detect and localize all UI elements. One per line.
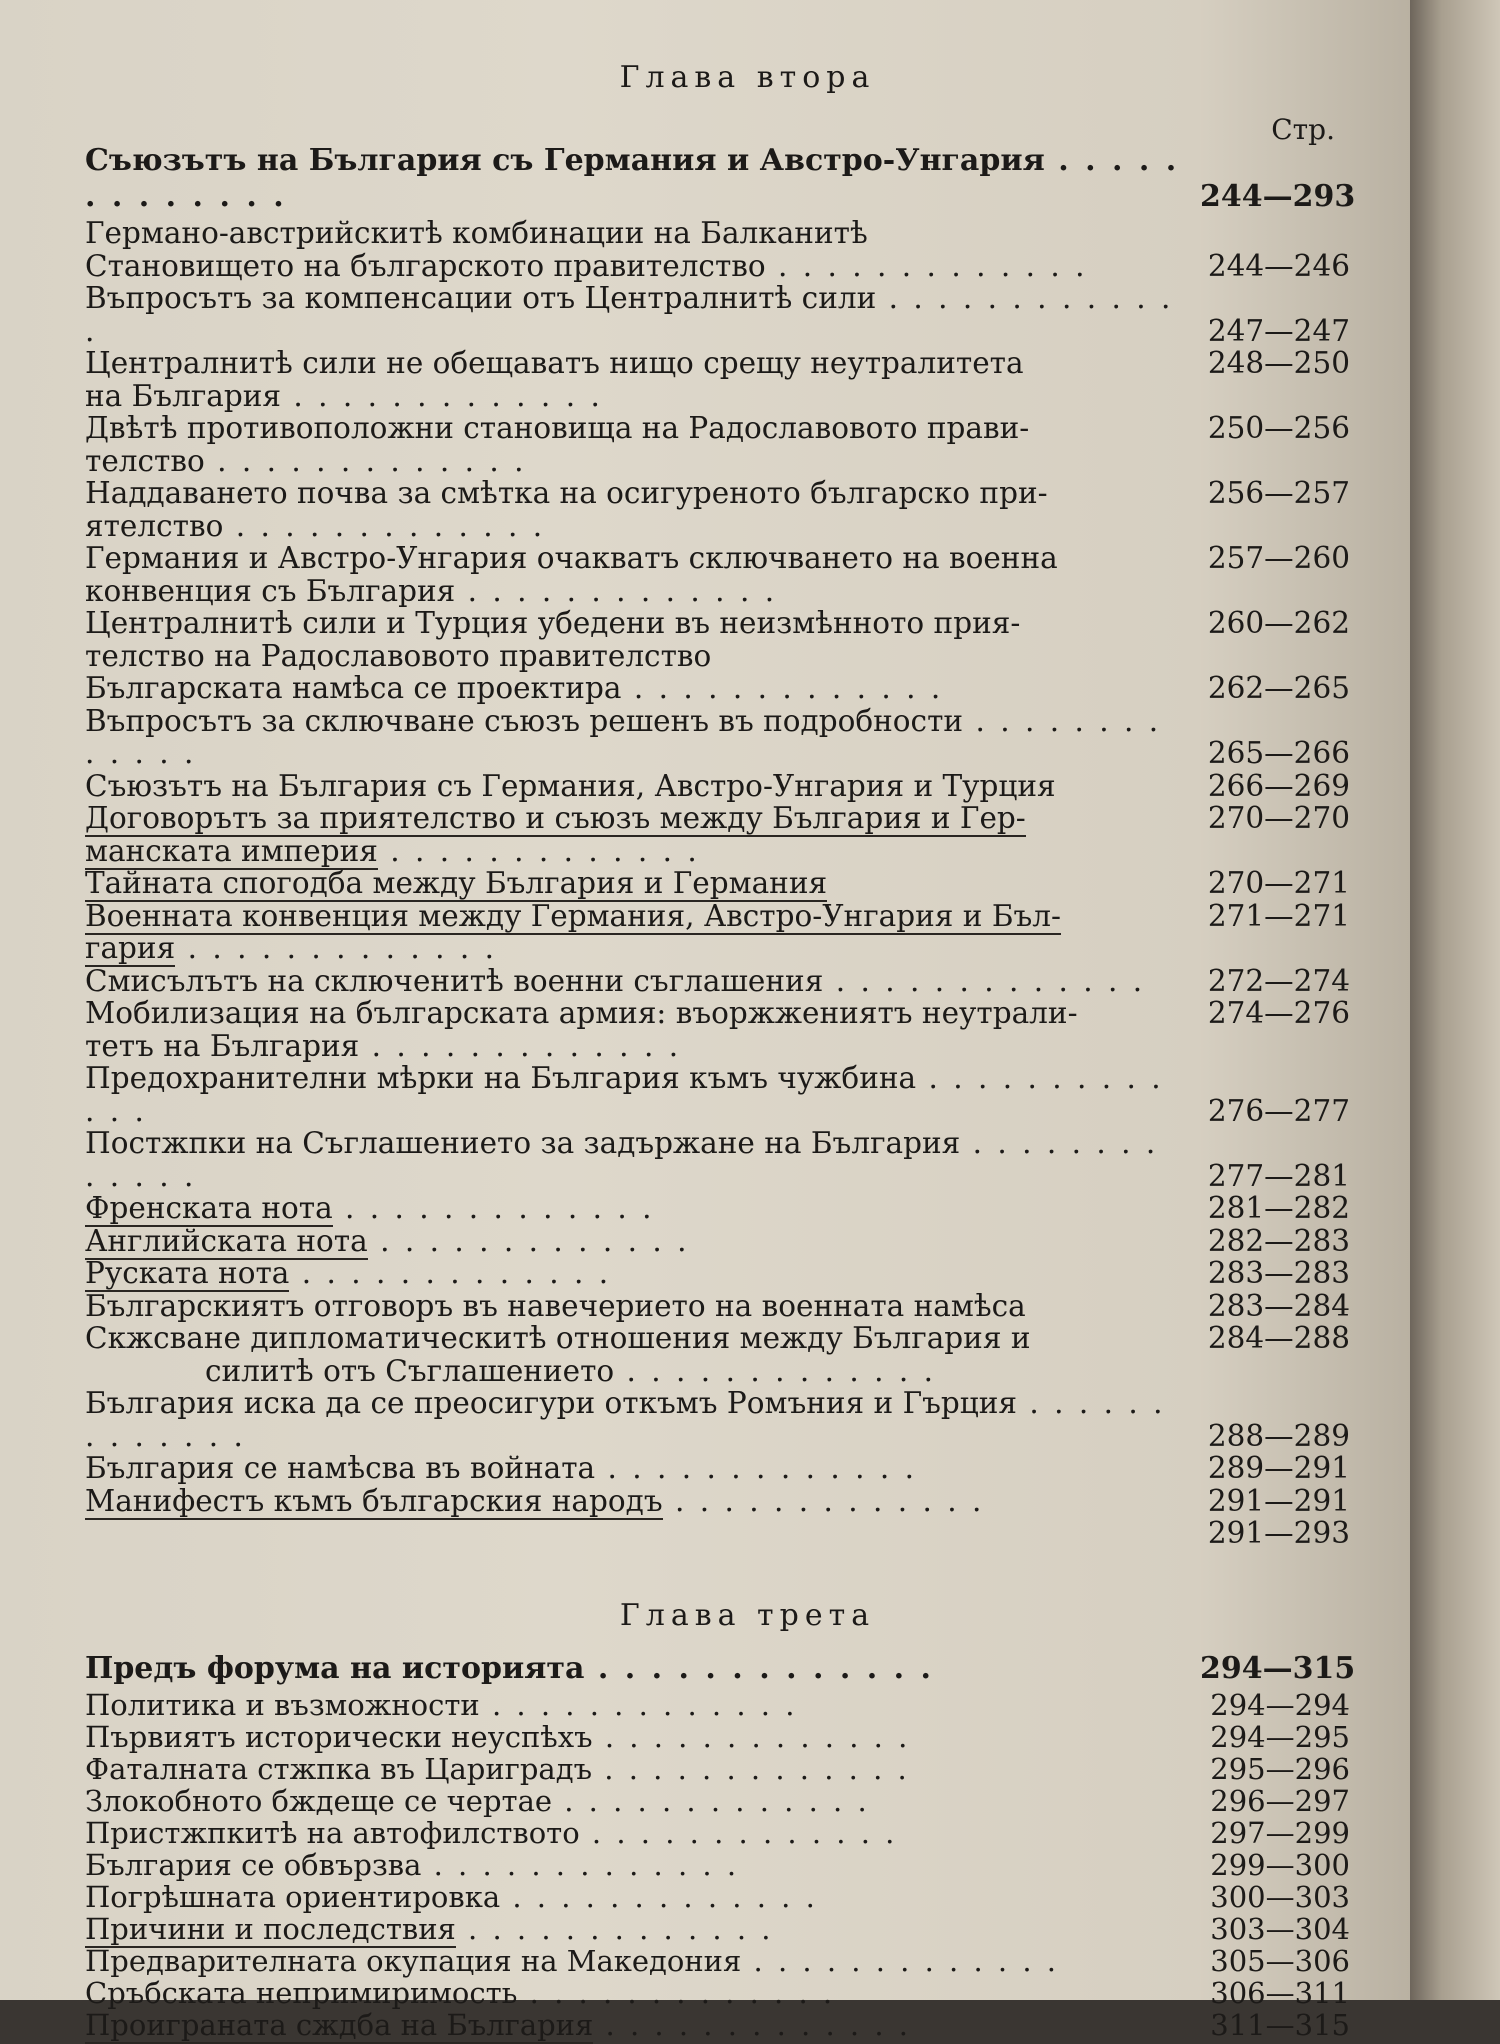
toc-entry [85, 1355, 1350, 1388]
toc-entry [85, 1225, 1350, 1258]
entry-pages: 297—299 [1210, 1815, 1350, 1850]
table-of-contents [85, 60, 1356, 2042]
toc-entry [85, 835, 1350, 868]
entry-title: Въпросътъ за сключване съюзъ решенъ въ подробности . . [85, 705, 1200, 770]
entry-title: Германо-австрийскитѣ комбинации на Балканитѣ [85, 216, 868, 250]
entry-title: ятелство . . [85, 510, 1200, 543]
toc-entry [85, 250, 1350, 283]
toc-entry [85, 2009, 1350, 2041]
toc-entry [85, 672, 1350, 705]
entry-pages: 272—274 [1207, 963, 1350, 998]
entry-title: Манифестъ къмъ българския народъ . . [85, 1485, 1200, 1518]
entry-pages: 311—315 [1210, 2007, 1350, 2042]
entry-pages: 281—282 [1207, 1191, 1350, 1225]
entry-title: конвенция съ България . . [85, 575, 1200, 608]
toc-entry [85, 380, 1350, 413]
toc-entry [85, 867, 1350, 900]
chapter-2-title: Глава втора [619, 60, 876, 95]
toc-entry [85, 1030, 1350, 1063]
entry-title: Първиятъ исторически неуспѣхъ . . [85, 1721, 1200, 1753]
entry-title: Съюзътъ на България съ Германия, Австро-Унгария и Турция [85, 768, 1056, 803]
toc-entry [85, 1485, 1350, 1518]
entry-pages: 257—260 [1207, 541, 1350, 575]
entry-pages: 296—297 [1210, 1783, 1350, 1818]
toc-entry [85, 1290, 1350, 1323]
entry-pages: 270—270 [1207, 801, 1350, 835]
chapter-3-section [85, 1650, 1356, 1687]
entry-pages: 291—293 [1207, 1516, 1350, 1550]
toc-entry [85, 1452, 1350, 1485]
entry-title: Руската нота . . [85, 1257, 1200, 1290]
entry-title: Наддаването почва за смѣтка на осигуреното българско при- [85, 476, 1048, 510]
entry-title: тетъ на България . . [85, 1030, 1200, 1063]
entry-title: Проиграната сждба на България . . [85, 2009, 1200, 2041]
toc-entry [85, 1945, 1350, 1977]
page-column-label: Стр. [1271, 113, 1335, 146]
toc-entry [85, 1881, 1350, 1913]
toc-entry [85, 1387, 1350, 1452]
entry-title: Централнитѣ сили не обещаватъ нищо срещу неутралитета [85, 346, 1024, 380]
entry-pages: 291—291 [1207, 1483, 1350, 1518]
entry-pages: 299—300 [1210, 1847, 1350, 1882]
entry-pages: 294—294 [1210, 1687, 1350, 1722]
section-title: Съюзътъ на България съ Германия и Австро-Унгария . . [85, 143, 1200, 215]
toc-entry [85, 575, 1350, 608]
toc-entry [85, 607, 1350, 640]
entry-title: Погрѣшната ориентировка . . [85, 1881, 1200, 1913]
entry-title: Фаталната стжпка въ Цариградъ . . [85, 1753, 1200, 1785]
entry-title: Скжсване дипломатическитѣ отношения между България и [85, 1321, 1031, 1355]
toc-entry [85, 1257, 1350, 1290]
entry-pages: 303—304 [1210, 1911, 1350, 1946]
entry-pages: 250—256 [1207, 411, 1350, 445]
toc-entry [85, 705, 1350, 770]
entry-pages: 295—296 [1210, 1751, 1350, 1786]
entry-pages: 270—271 [1207, 866, 1350, 900]
entry-title: България иска да се преосигури откъмъ Ромъния и Гърция . . [85, 1387, 1200, 1452]
entry-pages: 247—247 [1207, 313, 1350, 348]
entry-pages: 283—283 [1207, 1256, 1350, 1290]
entry-pages: 256—257 [1207, 476, 1350, 510]
entry-title: Причини и последствия . . [85, 1913, 1200, 1945]
toc-entry [85, 1127, 1350, 1192]
entry-title: Мобилизация на българската армия: въоржжениятъ неутрали- [85, 996, 1078, 1030]
toc-entry [85, 1517, 1350, 1550]
entry-pages: 282—283 [1207, 1223, 1350, 1258]
toc-entry [85, 770, 1350, 803]
entry-pages: 288—289 [1207, 1418, 1350, 1453]
toc-entry [85, 282, 1350, 347]
entry-pages: 289—291 [1207, 1451, 1350, 1485]
entry-pages: 277—281 [1207, 1158, 1350, 1193]
entry-title: Германия и Австро-Унгария очакватъ сключването на военна [85, 541, 1058, 575]
entry-pages: 248—250 [1207, 346, 1350, 380]
toc-entry [85, 1753, 1350, 1785]
toc-entry [85, 477, 1350, 510]
entry-pages: 283—284 [1207, 1288, 1350, 1323]
entry-pages: 300—303 [1210, 1879, 1350, 1914]
toc-entry [85, 640, 1350, 673]
chapter-3-title: Глава трета [619, 1597, 876, 1633]
chapter-2-section [85, 143, 1356, 215]
entry-title: Английската нота . . [85, 1225, 1200, 1258]
entry-title: България се обвързва . . [85, 1849, 1200, 1881]
toc-entry [85, 900, 1350, 933]
entry-title: Военната конвенция между Германия, Австро-Унгария и Бъл- [85, 898, 1061, 933]
entry-title: Въпросътъ за компенсации отъ Централнитѣ сили . . [85, 282, 1200, 347]
entry-pages: 306—311 [1210, 1975, 1350, 2010]
entry-pages: 244—246 [1207, 248, 1350, 283]
toc-entry [85, 997, 1350, 1030]
book-spine-edge [1410, 0, 1500, 2000]
entry-pages: 262—265 [1207, 671, 1350, 705]
toc-entry [85, 412, 1350, 445]
entry-title: силитѣ отъ Съглашението . . [85, 1355, 1200, 1388]
toc-entry [85, 1913, 1350, 1945]
entry-title: Двѣтѣ противоположни становища на Радославовото прави- [85, 411, 1030, 445]
toc-entry [85, 510, 1350, 543]
entry-pages: 305—306 [1210, 1943, 1350, 1978]
toc-entry [85, 217, 1350, 250]
entry-pages: 266—269 [1207, 768, 1350, 803]
toc-entry [85, 1689, 1350, 1721]
entry-title: Постжпки на Съглашението за задържане на България . . [85, 1127, 1200, 1192]
entry-title: гария . . [85, 932, 1200, 965]
entry-title: Злокобното бждеще се чертае . . [85, 1785, 1200, 1817]
chapter-2-entries [85, 217, 1350, 1550]
chapter-3-entries [85, 1689, 1350, 2041]
entry-title: България се намѣсва въ войната . . [85, 1452, 1200, 1485]
entry-title: Договорътъ за приятелство и съюзъ между България и Гер- [85, 801, 1026, 835]
toc-entry [85, 542, 1350, 575]
toc-entry [85, 1721, 1350, 1753]
entry-title: Българскиятъ отговоръ въ навечерието на военната намѣса [85, 1288, 1026, 1323]
entry-title: Сръбската непримиримость . . [85, 1977, 1200, 2009]
entry-title: Политика и възможности . . [85, 1689, 1200, 1721]
entry-pages: 260—262 [1207, 606, 1350, 640]
entry-title: Българската намѣса се проектира . . [85, 672, 1200, 705]
entry-pages: 274—276 [1207, 996, 1350, 1030]
section-pages: 294—315 [1200, 1650, 1356, 1686]
entry-title: Централнитѣ сили и Турция убедени въ неизмѣнното прия- [85, 606, 1021, 640]
toc-entry [85, 1062, 1350, 1127]
entry-title: манската империя . . [85, 835, 1200, 868]
entry-pages: 284—288 [1207, 1321, 1350, 1355]
entry-title: Предохранителни мѣрки на България къмъ чужбина . . [85, 1062, 1200, 1127]
toc-entry [85, 965, 1350, 998]
toc-entry [85, 802, 1350, 835]
toc-entry [85, 1785, 1350, 1817]
toc-entry [85, 1192, 1350, 1225]
entry-title: на България . . [85, 380, 1200, 413]
entry-title: Френската нота . . [85, 1192, 1200, 1225]
toc-entry [85, 1977, 1350, 2009]
entry-pages: 294—295 [1210, 1719, 1350, 1754]
entry-title: Становището на българското правителство . . [85, 250, 1200, 283]
entry-pages: 276—277 [1207, 1093, 1350, 1128]
toc-entry [85, 932, 1350, 965]
section-title: Предъ форума на историята . . [85, 1651, 1200, 1687]
entry-title: Тайната спогодба между България и Германия [85, 866, 828, 900]
entry-title: телство . . [85, 445, 1200, 478]
entry-pages: 271—271 [1207, 898, 1350, 933]
toc-entry [85, 1849, 1350, 1881]
entry-pages: 265—266 [1207, 736, 1350, 770]
toc-entry [85, 445, 1350, 478]
toc-entry [85, 1817, 1350, 1849]
toc-entry [85, 347, 1350, 380]
entry-title: Пристжпкитѣ на автофилството . . [85, 1817, 1200, 1849]
entry-title: Смисълътъ на сключенитѣ военни съглашения . . [85, 965, 1200, 998]
entry-title: телство на Радославовото правителство [85, 638, 712, 673]
entry-title: Предварителната окупация на Македония . . [85, 1945, 1200, 1977]
section-pages: 244—293 [1200, 179, 1356, 214]
toc-entry [85, 1322, 1350, 1355]
